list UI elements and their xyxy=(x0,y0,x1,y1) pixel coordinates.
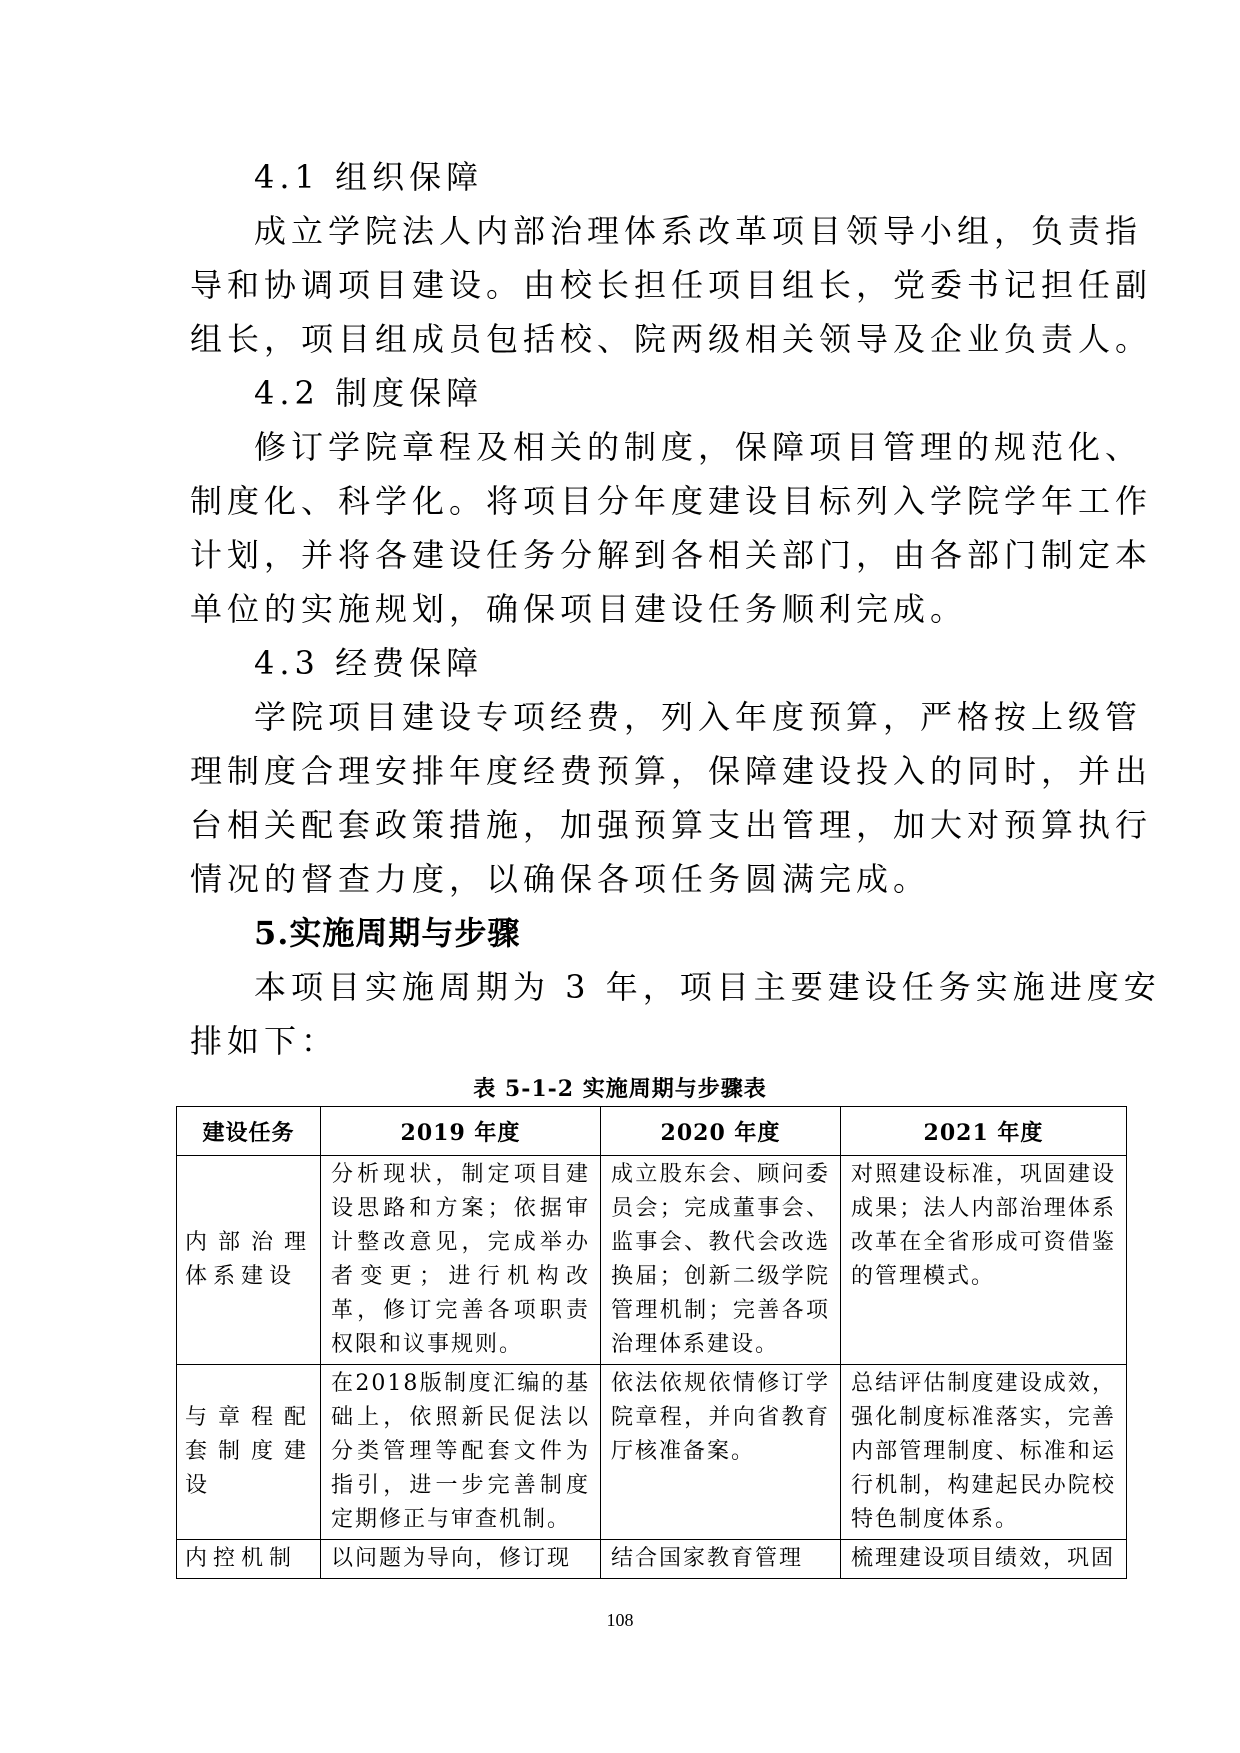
cell-2020 xyxy=(601,1540,841,1579)
section-heading-4-1: 4.1 组织保障 xyxy=(254,158,484,196)
cell-2020: 成立股东会、顾问委员会；完成董事会、监事会、教代会改选换届；创新二级学院管理机制；完善各项治理体系建设。 xyxy=(601,1156,841,1365)
cell-2020: 依法依规依情修订学院章程，并向省教育厅核准备案。 xyxy=(601,1365,841,1540)
cell-2021: 对照建设标准，巩固建设成果；法人内部治理体系改革在全省形成可资借鉴的管理模式。 xyxy=(841,1156,1127,1365)
paragraph-line: 情况的督查力度，以确保各项任务圆满完成。 xyxy=(190,860,931,898)
task-cell xyxy=(177,1540,321,1579)
task-cell: 与章程配套制度建设 xyxy=(177,1365,321,1540)
paragraph-line: 排如下： xyxy=(190,1022,339,1060)
header-2019: 2019 年度 xyxy=(321,1107,601,1156)
cell-2019 xyxy=(321,1540,601,1579)
paragraph-line: 制度化、科学化。将项目分年度建设目标列入学院学年工作 xyxy=(190,482,1153,520)
cell-2021 xyxy=(841,1540,1127,1579)
paragraph-line: 本项目实施周期为 3 年，项目主要建设任务实施进度安 xyxy=(254,968,1161,1006)
page-number: 108 xyxy=(606,1610,634,1630)
paragraph-line: 学院项目建设专项经费，列入年度预算，严格按上级管 xyxy=(254,698,1143,736)
cell-2019: 分析现状，制定项目建设思路和方案；依据审计整改意见，完成举办者变更；进行机构改革，修订完善各项职责权限和议事规则。 xyxy=(321,1156,601,1365)
header-2021: 2021 年度 xyxy=(841,1107,1127,1156)
table-row xyxy=(177,1156,1127,1365)
paragraph-line: 导和协调项目建设。由校长担任项目组长，党委书记担任副 xyxy=(190,266,1153,304)
cell-2019-text: 以问题为导向，修订现 xyxy=(331,1546,572,1571)
task-cell-text: 内控机制 xyxy=(185,1546,298,1571)
cell-2021-text: 梳理建设项目绩效，巩固 xyxy=(851,1546,1116,1571)
table-header-row xyxy=(177,1107,1127,1156)
paragraph-line: 理制度合理安排年度经费预算，保障建设投入的同时，并出 xyxy=(190,752,1153,790)
task-cell: 内部治理体系建设 xyxy=(177,1156,321,1365)
section-heading-4-2: 4.2 制度保障 xyxy=(254,374,484,412)
table-row xyxy=(177,1365,1127,1540)
section-heading-4-3: 4.3 经费保障 xyxy=(254,644,484,682)
paragraph-line: 计划，并将各建设任务分解到各相关部门，由各部门制定本 xyxy=(190,536,1153,574)
header-2020: 2020 年度 xyxy=(601,1107,841,1156)
cell-2021: 总结评估制度建设成效，强化制度标准落实，完善内部管理制度、标准和运行机制，构建起民办院校特色制度体系。 xyxy=(841,1365,1127,1540)
paragraph-line: 成立学院法人内部治理体系改革项目领导小组，负责指 xyxy=(254,212,1143,250)
table-row xyxy=(177,1540,1127,1579)
paragraph-line: 修订学院章程及相关的制度，保障项目管理的规范化、 xyxy=(254,428,1143,466)
paragraph-line: 组长，项目组成员包括校、院两级相关领导及企业负责人。 xyxy=(190,320,1153,358)
paragraph-line: 单位的实施规划，确保项目建设任务顺利完成。 xyxy=(190,590,968,628)
cell-2020-text: 结合国家教育管理 xyxy=(611,1546,804,1571)
table-caption: 表 5-1-2 实施周期与步骤表 xyxy=(473,1076,767,1102)
schedule-table xyxy=(176,1106,1127,1579)
header-task: 建设任务 xyxy=(177,1107,321,1156)
paragraph-line: 台相关配套政策措施，加强预算支出管理，加大对预算执行 xyxy=(190,806,1153,844)
section-heading-5: 5.实施周期与步骤 xyxy=(254,914,521,952)
cell-2019: 在2018版制度汇编的基础上，依照新民促法以分类管理等配套文件为指引，进一步完善制度定期修正与审查机制。 xyxy=(321,1365,601,1540)
